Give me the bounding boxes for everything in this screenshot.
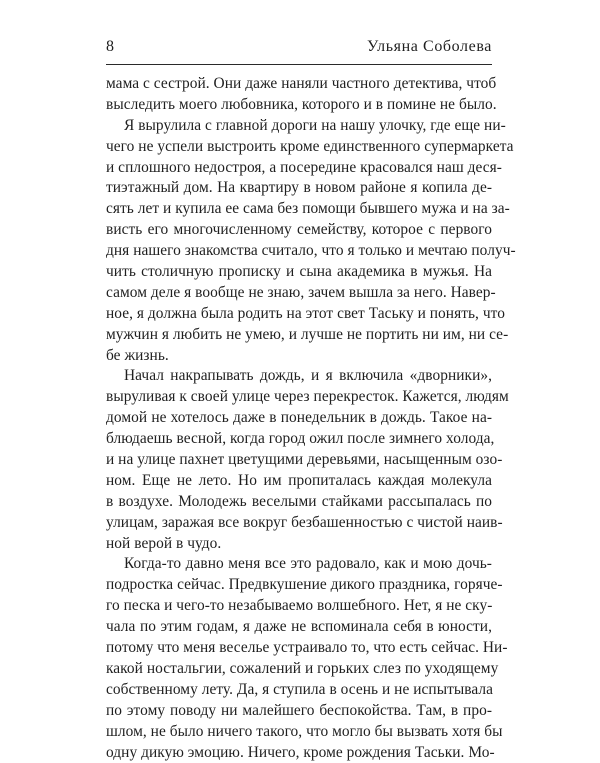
- text-line: домой не хотелось даже в понедельник в дождь. Такое на-: [106, 408, 492, 429]
- text-line: и на улице пахнет цветущими деревьями, насыщенным озо-: [106, 450, 492, 471]
- text-line: самом деле я вообще не знаю, зачем вышла за него. Навер-: [106, 283, 492, 304]
- text-line: выследить моего любовника, которого и в помине не было.: [106, 95, 492, 116]
- text-line: какой ностальгии, сожалений и горьких слез по уходящему: [106, 659, 492, 680]
- text-line: одну дикую эмоцию. Ничего, кроме рождения Таськи. Мо-: [106, 743, 492, 763]
- text-line: ное, я должна была родить на этот свет Таську и понять, что: [106, 304, 492, 325]
- text-line: ном. Еще не лето. Но им пропиталась каждая молекула: [106, 471, 492, 492]
- text-line: и сплошного недостроя, а посередине красовался наш деся-: [106, 158, 492, 179]
- text-line: Начал накрапывать дождь, и я включила «дворники»,: [106, 366, 492, 387]
- text-line: мама с сестрой. Они даже наняли частного детектива, чтоб: [106, 74, 492, 95]
- text-line: выруливая к своей улице через перекресток. Кажется, людям: [106, 387, 492, 408]
- text-line: чала по этим годам, я даже не вспоминала себя в юности,: [106, 617, 492, 638]
- header-rule: [106, 64, 492, 65]
- text-line: улицам, заражая все вокруг безбашенностью с чистой наив-: [106, 513, 492, 534]
- text-line: в воздухе. Молодежь веселыми стайками рассыпалась по: [106, 492, 492, 513]
- text-line: собственному лету. Да, я ступила в осень и не испытывала: [106, 680, 492, 701]
- text-line: ной верой в чудо.: [106, 534, 492, 555]
- text-line: висть его многочисленному семейству, которое с первого: [106, 220, 492, 241]
- running-title-author: Ульяна Соболева: [367, 38, 492, 56]
- text-line: Когда-то давно меня все это радовало, как и мою дочь-: [106, 554, 492, 575]
- body-text: [106, 74, 492, 763]
- text-line: сять лет и купила ее сама без помощи бывшего мужа и на за-: [106, 199, 492, 220]
- text-line: дня нашего знакомства считало, что я только и мечтаю получ-: [106, 241, 492, 262]
- text-line: блюдаешь весной, когда город ожил после зимнего холода,: [106, 429, 492, 450]
- text-line: шлом, не было ничего такого, что могло бы вызвать хотя бы: [106, 722, 492, 743]
- text-line: чего не успели выстроить кроме единственного супермаркета: [106, 137, 492, 158]
- text-line: бе жизнь.: [106, 346, 492, 367]
- page-header: [106, 38, 492, 62]
- text-line: тиэтажный дом. На квартиру в новом районе я копила де-: [106, 178, 492, 199]
- text-line: подростка сейчас. Предвкушение дикого праздника, горяче-: [106, 575, 492, 596]
- text-line: Я вырулила с главной дороги на нашу улочку, где еще ни-: [106, 116, 492, 137]
- page-number: 8: [106, 38, 115, 56]
- text-line: чить столичную прописку и сына академика в мужья. На: [106, 262, 492, 283]
- text-line: мужчин я любить не умею, и лучше не портить ни им, ни се-: [106, 325, 492, 346]
- text-line: го песка и чего-то незабываемо волшебного. Нет, я не ску-: [106, 596, 492, 617]
- text-line: потому что меня веселье устраивало то, что есть сейчас. Ни-: [106, 638, 492, 659]
- text-line: по этому поводу ни малейшего беспокойства. Там, в про-: [106, 701, 492, 722]
